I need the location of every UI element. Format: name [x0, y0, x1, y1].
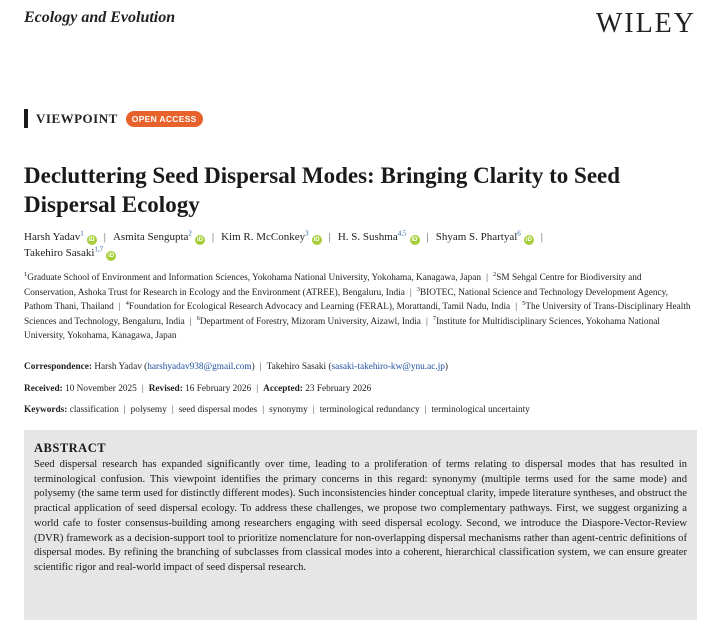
affiliation-item — [24, 270, 482, 283]
affiliation-separator: | — [515, 302, 518, 313]
affiliation-number: 3 — [416, 285, 420, 293]
author-item[interactable] — [113, 231, 205, 243]
author-affiliation-ref[interactable]: 2 — [188, 229, 192, 238]
separator: | — [259, 362, 262, 372]
author-separator: | — [328, 231, 331, 243]
author-name[interactable]: H. S. Sushma — [337, 231, 398, 243]
revised-date: 16 February 2026 — [185, 384, 252, 394]
orcid-icon[interactable]: iD — [108, 253, 115, 259]
author-item[interactable] — [24, 247, 116, 259]
author-separator: | — [426, 231, 429, 243]
orcid-icon[interactable]: iD — [411, 237, 418, 243]
affiliation-text: Foundation for Ecological Research Advocacy and Learning (FERAL), Morattandi, Tamil Nadu, India — [128, 302, 511, 313]
affiliation-item — [196, 314, 421, 327]
author-name[interactable]: Harsh Yadav — [24, 231, 81, 243]
separator: | — [312, 405, 315, 415]
abstract-box — [24, 430, 697, 620]
orcid-icon[interactable]: iD — [313, 237, 320, 243]
orcid-icon[interactable]: iD — [88, 237, 95, 243]
dates-line — [24, 384, 704, 394]
article-type-label: VIEWPOINT — [36, 110, 118, 126]
keyword[interactable]: terminological redundancy — [319, 405, 420, 415]
author-name[interactable]: Shyam S. Phartyal — [435, 231, 518, 243]
affiliation-item — [126, 302, 511, 312]
journal-name[interactable]: Ecology and Evolution — [24, 9, 176, 26]
affiliation-separator: | — [425, 316, 428, 327]
article-type-bar — [24, 109, 203, 128]
open-access-badge: OPEN ACCESS — [126, 111, 203, 127]
affiliation-text: BIOTEC, National Science and Technology Development Agency, Pathom Thani, Thailand — [24, 287, 668, 313]
keyword[interactable]: seed dispersal modes — [178, 405, 258, 415]
email-link[interactable]: harshyadav938@gmail.com — [147, 362, 252, 372]
separator: | — [262, 405, 265, 415]
author-affiliation-ref[interactable]: 6 — [517, 229, 521, 238]
correspondence-person: Takehiro Sasaki — [266, 362, 327, 372]
separator: | — [171, 405, 174, 415]
author-affiliation-ref[interactable]: 4,5 — [397, 229, 407, 238]
affiliation-separator: | — [118, 302, 121, 313]
author-item[interactable] — [436, 231, 534, 243]
correspondence-label: Correspondence: — [24, 362, 92, 372]
abstract-text: Seed dispersal research has expanded significantly over time, leading to a proliferation of terms relating to dispersal modes that has resulted in terminological confusion. This viewpoint identifies the primary concerns in this regard: synonymy (multiple terms used for the same mode) and polysemy (the same term used for distinctly different modes). Such inconsistencies hinder conceptual clarity, impede literature syntheses, and obstruct the practical application of seed dispersal ecology. To address these challenges, we propose two complementary pathways. First, we suggest organizing a world cafe to foster consensus-building among researchers engaging with seed dispersal ecology. Second, we introduce the Diaspore-Vector-Review (DVR) framework as a decision-support tool to prioritize nomenclature for non-overlapping dispersal mechanisms rather than agent-centric definitions of dispersal modes. By refining the branching of subclasses from classical modes into a coherent, hierarchical classification system, we can ensure greater scientific rigor and real-world impact of seed dispersal research. — [34, 459, 687, 573]
keywords-label: Keywords: — [24, 405, 68, 415]
received-date: 10 November 2025 — [65, 384, 137, 394]
author-affiliation-ref[interactable]: 1,7 — [94, 245, 104, 254]
author-separator: | — [211, 231, 215, 243]
affiliation-text: Graduate School of Environment and Information Sciences, Yokohama National University, Yokohama, Kanagawa, Japan — [27, 273, 482, 283]
affiliation-list — [24, 271, 692, 344]
separator: | — [123, 405, 126, 415]
separator: | — [141, 384, 144, 394]
affiliation-text: SM Sehgal Centre for Biodiversity and Conservation, Ashoka Trust for Research in Ecology and the Environment (ATREE), Bengaluru, India — [24, 273, 642, 298]
separator: | — [256, 384, 259, 394]
orcid-icon[interactable]: iD — [196, 237, 203, 243]
keyword[interactable]: synonymy — [269, 405, 308, 415]
publisher-logo[interactable]: WILEY — [595, 8, 696, 39]
separator: | — [424, 405, 427, 415]
received-label: Received: — [24, 384, 63, 394]
keyword[interactable]: classification — [69, 405, 119, 415]
accepted-date: 23 February 2026 — [305, 384, 372, 394]
affiliation-separator: | — [486, 273, 488, 283]
author-separator: | — [540, 231, 543, 243]
affiliation-number: 1 — [24, 270, 28, 278]
affiliation-separator: | — [189, 316, 192, 327]
keyword[interactable]: polysemy — [130, 405, 167, 415]
email-link[interactable]: sasaki-takehiro-kw@ynu.ac.jp — [331, 362, 445, 372]
accepted-label: Accepted: — [263, 384, 303, 394]
affiliation-number: 5 — [522, 300, 526, 308]
keyword[interactable]: terminological uncertainty — [431, 405, 530, 415]
correspondence-line: Correspondence: Harsh Yadav (harshyadav938@gmail.com) | Takehiro Sasaki (sasaki-takehiro-kw@ynu.ac.jp) — [24, 362, 449, 372]
author-affiliation-ref[interactable]: 1 — [80, 229, 84, 238]
author-list — [24, 229, 696, 261]
orcid-icon[interactable]: iD — [525, 237, 532, 243]
affiliation-number: 7 — [432, 314, 437, 322]
affiliation-text: Department of Forestry, Mizoram University, Aizawl, India — [199, 316, 421, 327]
affiliation-text: The University of Trans-Disciplinary Health Sciences and Technology, Bengaluru, India — [24, 302, 691, 327]
author-separator: | — [103, 231, 106, 243]
author-name[interactable]: Kim R. McConkey — [221, 231, 306, 243]
author-item[interactable] — [221, 231, 322, 243]
author-name[interactable]: Takehiro Sasaki — [24, 247, 95, 259]
correspondence-person: Harsh Yadav — [94, 362, 142, 372]
keywords-line — [24, 405, 704, 415]
affiliation-text: Institute for Multidisciplinary Sciences, Yokohama National University, Yokohama, Kanagawa, Japan — [24, 316, 660, 342]
author-name[interactable]: Asmita Sengupta — [112, 231, 189, 243]
revised-label: Revised: — [148, 384, 183, 394]
author-affiliation-ref[interactable]: 3 — [305, 229, 309, 238]
author-item[interactable] — [338, 231, 420, 243]
author-item[interactable] — [24, 231, 97, 243]
affiliation-number: 4 — [125, 300, 129, 308]
affiliation-number: 2 — [492, 270, 497, 278]
affiliation-separator: | — [409, 287, 412, 298]
abstract-heading: ABSTRACT — [34, 441, 107, 455]
article-title: Decluttering Seed Dispersal Modes: Bringing Clarity to Seed Dispersal Ecology — [24, 163, 621, 217]
affiliation-number: 6 — [196, 314, 200, 322]
